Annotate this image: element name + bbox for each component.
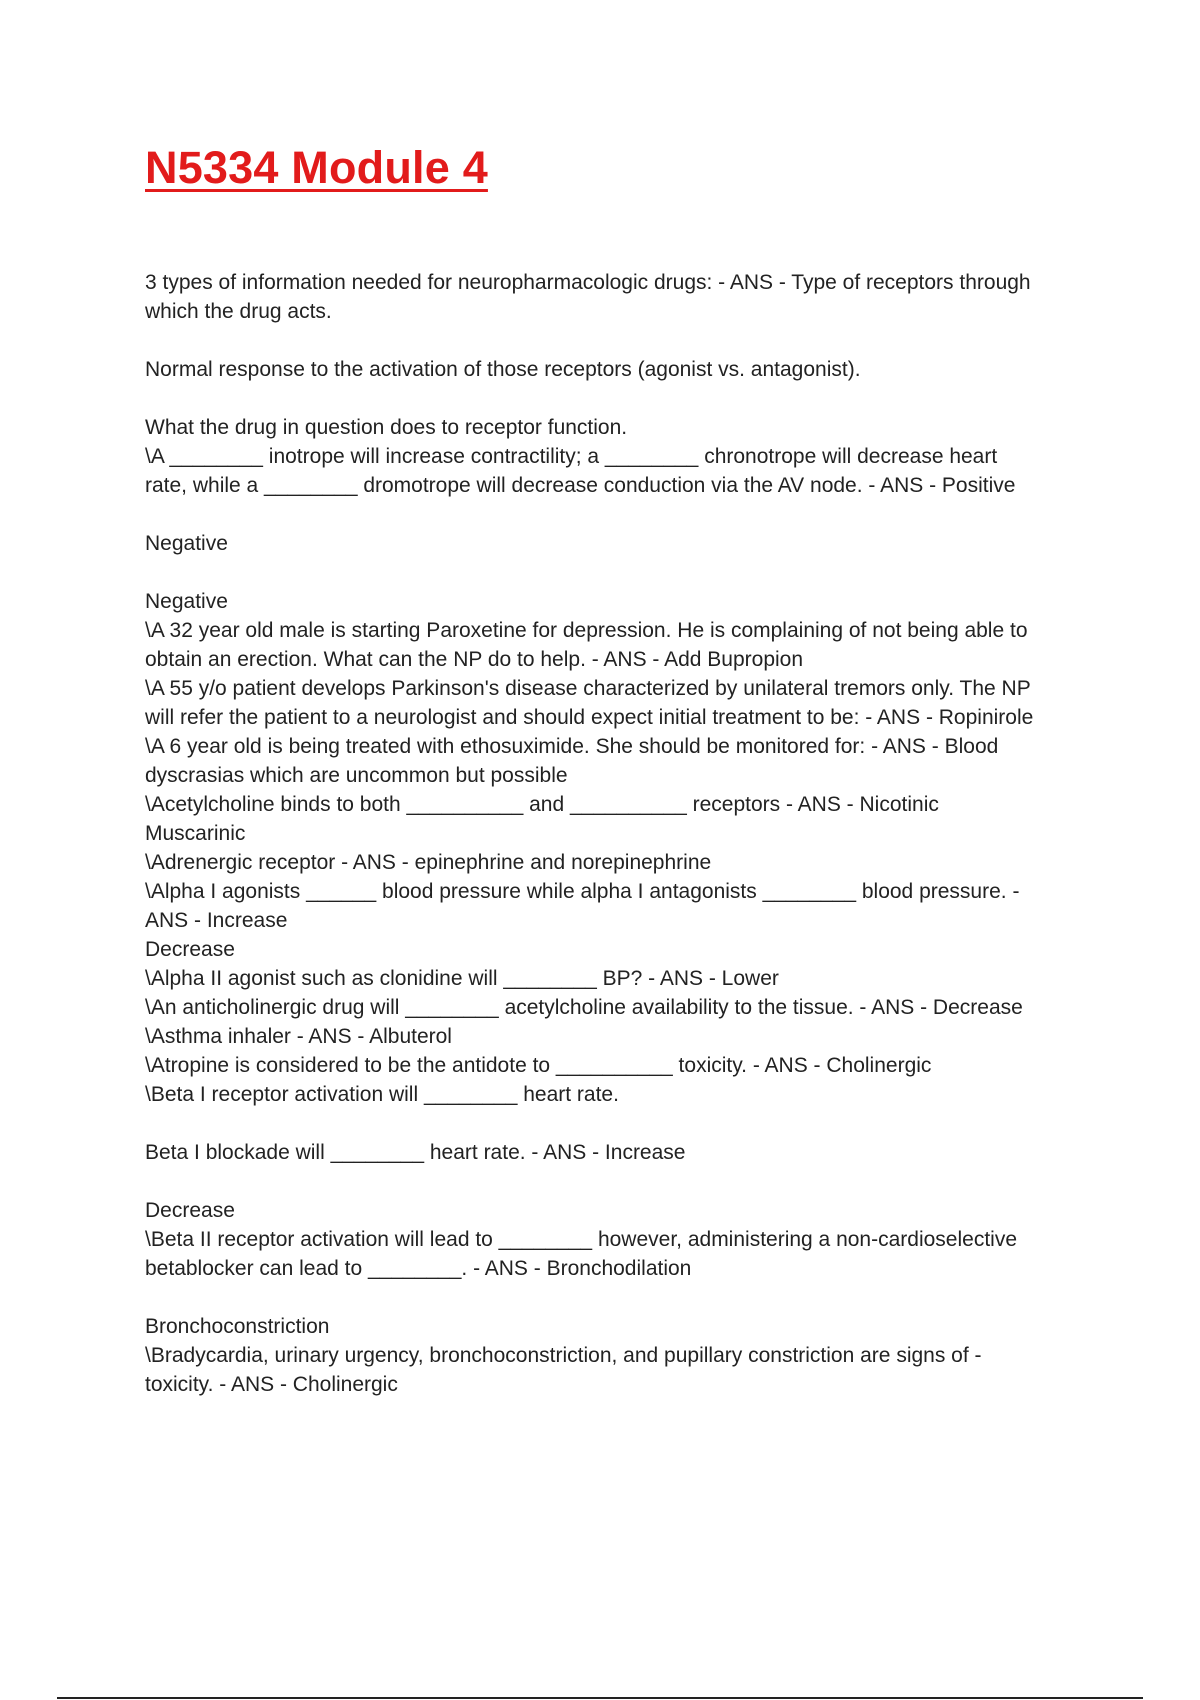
blank-line (145, 500, 1090, 529)
text-line: obtain an erection. What can the NP do to help. - ANS - Add Bupropion (145, 648, 804, 671)
text-line: \Alpha II agonist such as clonidine will ________ BP? - ANS - Lower (145, 967, 779, 990)
blank-line (145, 326, 1090, 355)
text-line: \Adrenergic receptor - ANS - epinephrine and norepinephrine (145, 851, 712, 874)
text-line: \Beta II receptor activation will lead to ________ however, administering a non-cardioselective (145, 1228, 1018, 1251)
document-body (145, 268, 1090, 1399)
text-line: What the drug in question does to receptor function. (145, 416, 628, 439)
text-line: \An anticholinergic drug will ________ acetylcholine availability to the tissue. - ANS - Decrease (145, 996, 1023, 1019)
text-line: Muscarinic (145, 822, 246, 845)
text-line: \Acetylcholine binds to both __________ and __________ receptors - ANS - Nicotinic (145, 793, 939, 816)
text-line: \Asthma inhaler - ANS - Albuterol (145, 1025, 452, 1048)
text-line: rate, while a ________ dromotrope will decrease conduction via the AV node. - ANS - Positive (145, 474, 1016, 497)
text-line: Decrease (145, 938, 235, 961)
blank-line (145, 1167, 1090, 1196)
text-line: \Beta I receptor activation will ________ heart rate. (145, 1083, 619, 1106)
text-line: betablocker can lead to ________. - ANS - Bronchodilation (145, 1257, 692, 1280)
blank-line (145, 1109, 1090, 1138)
text-line: \Alpha I agonists ______ blood pressure while alpha I antagonists ________ blood pressure. - (145, 880, 1020, 903)
text-line: will refer the patient to a neurologist and should expect initial treatment to be: - ANS - Ropinirole (145, 706, 1034, 729)
text-line: Negative (145, 590, 228, 613)
text-line: \A 6 year old is being treated with ethosuximide. She should be monitored for: - ANS - Blood (145, 735, 999, 758)
text-line: \Atropine is considered to be the antidote to __________ toxicity. - ANS - Cholinergic (145, 1054, 932, 1077)
text-line: toxicity. - ANS - Cholinergic (145, 1373, 398, 1396)
text-line: ANS - Increase (145, 909, 288, 932)
blank-line (145, 558, 1090, 587)
text-line: which the drug acts. (145, 300, 332, 323)
blank-line (145, 1283, 1090, 1312)
text-line: Bronchoconstriction (145, 1315, 330, 1338)
page-title: N5334 Module 4 (145, 142, 488, 193)
text-line: Beta I blockade will ________ heart rate. - ANS - Increase (145, 1141, 686, 1164)
text-line: Negative (145, 532, 228, 555)
footer-divider (57, 1697, 1143, 1699)
text-line: Normal response to the activation of those receptors (agonist vs. antagonist). (145, 358, 861, 381)
text-line: \A 32 year old male is starting Paroxetine for depression. He is complaining of not being able to (145, 619, 1028, 642)
text-line: 3 types of information needed for neuropharmacologic drugs: - ANS - Type of receptors through (145, 271, 1031, 294)
blank-line (145, 384, 1090, 413)
text-line: \A ________ inotrope will increase contractility; a ________ chronotrope will decrease heart (145, 445, 998, 468)
text-line: Decrease (145, 1199, 235, 1222)
text-line: \Bradycardia, urinary urgency, bronchoconstriction, and pupillary constriction are signs of - (145, 1344, 982, 1367)
text-line: \A 55 y/o patient develops Parkinson's disease characterized by unilateral tremors only. The NP (145, 677, 1031, 700)
text-line: dyscrasias which are uncommon but possible (145, 764, 568, 787)
